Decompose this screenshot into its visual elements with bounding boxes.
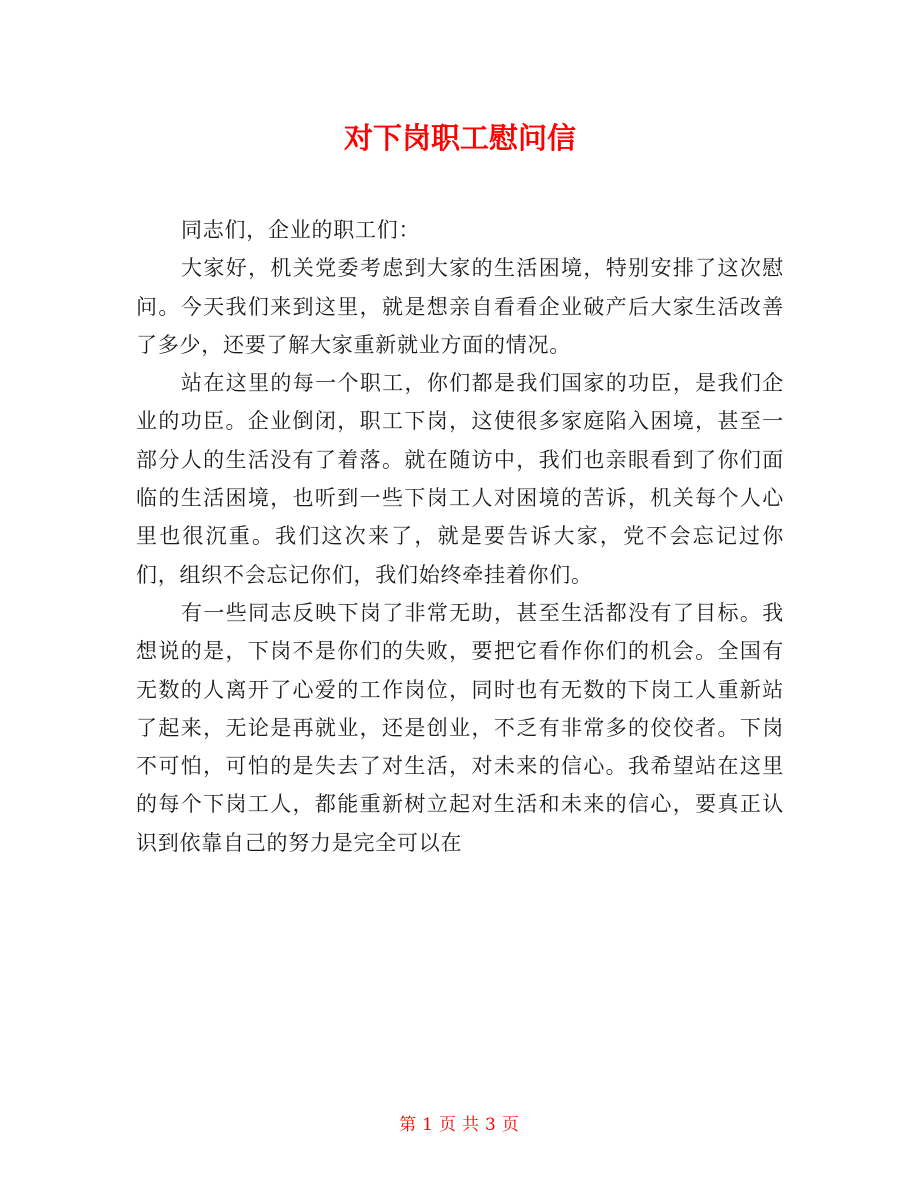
footer-prefix: 第 (399, 1115, 419, 1135)
footer-total-word: 共 (462, 1115, 481, 1135)
footer-page-word: 页 (439, 1115, 458, 1135)
page-footer (0, 1113, 920, 1137)
salutation: 同志们，企业的职工们： (181, 218, 421, 242)
current-page-number: 1 (422, 1115, 435, 1135)
paragraph-1: 大家好，机关党委考虑到大家的生活困境，特别安排了这次慰问。今天我们来到这里，就是想亲自看看企业破产后大家生活改善了多少，还要了解大家重新就业方面的情况。 (136, 256, 784, 357)
footer-suffix: 页 (501, 1115, 521, 1135)
total-pages-number: 3 (485, 1115, 498, 1135)
paragraph-2: 站在这里的每一个职工，你们都是我们国家的功臣，是我们企业的功臣。企业倒闭，职工下岗，这使很多家庭陷入困境，甚至一部分人的生活没有了着落。就在随访中，我们也亲眼看到了你们面临的生活困境，也听到一些下岗工人对困境的苦诉，机关每个人心里也很沉重。我们这次来了，就是要告诉大家，党不会忘记过你们，组织不会忘记你们，我们始终牵挂着你们。 (136, 371, 784, 587)
letter-body (136, 211, 784, 862)
document-title: 对下岗职工慰问信 (343, 121, 576, 155)
paragraph-3: 有一些同志反映下岗了非常无助，甚至生活都没有了目标。我想说的是，下岗不是你们的失败，要把它看作你们的机会。全国有无数的人离开了心爱的工作岗位，同时也有无数的下岗工人重新站了起来，无论是再就业，还是创业，不乏有非常多的佼佼者。下岗不可怕，可怕的是失去了对生活，对未来的信心。我希望站在这里的每个下岗工人，都能重新树立起对生活和未来的信心，要真正认识到依靠自己的努力是完全可以在 (136, 600, 784, 855)
